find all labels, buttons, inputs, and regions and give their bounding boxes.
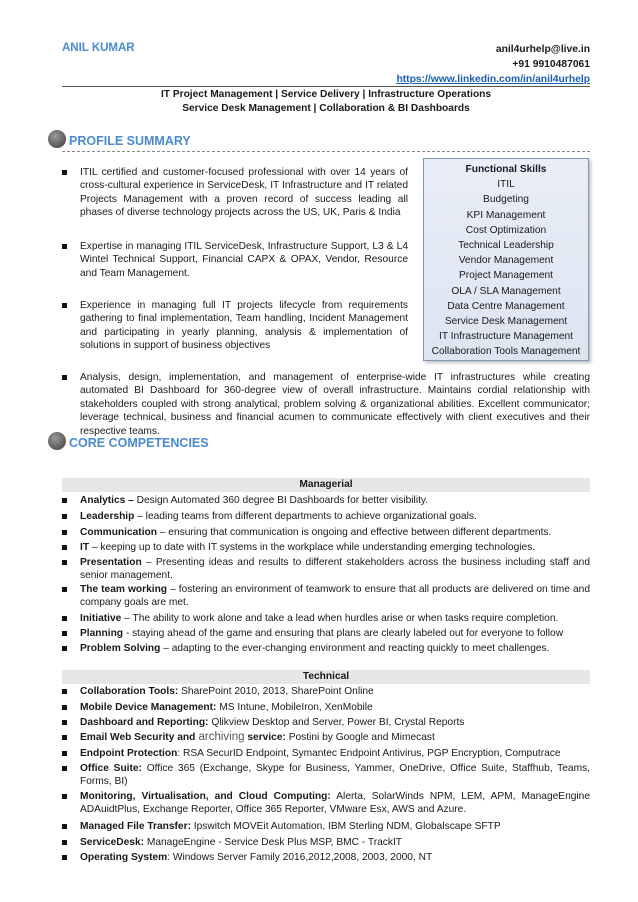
bullet-square-icon [62,375,67,380]
bullet-square-icon [62,735,67,740]
bullet-square-icon [62,689,67,694]
item-label: IT [80,542,90,553]
bullet-square-icon [62,616,67,621]
bullet-square-icon [62,530,67,535]
item-label: Collaboration Tools: [80,686,179,697]
bullet-square-icon [62,514,67,519]
bullet-square-icon [62,170,67,175]
item-label: Communication [80,527,157,538]
item-label: Analytics – [80,495,134,506]
item-label: Problem Solving [80,643,161,654]
item-label: Mobile Device Management: [80,702,217,713]
linkedin-link[interactable]: https://www.linkedin.com/in/anil4urhelp [396,74,590,85]
item-text: Alerta, SolarWinds NPM, LEM, APM, ManageEngine ADAuidtPlus, Exchange Reporter, Office 365 Reporter, VMware Esx, AWS and Azure. [80,791,590,816]
profile-summary-heading [48,130,191,148]
bullet-square-icon [62,545,67,550]
skill-item: Cost Optimization [465,224,547,236]
skill-item: Collaboration Tools Management [431,346,581,358]
item-label: Email Web Security and [80,732,196,743]
bullet-square-icon [62,646,67,651]
core-competencies-heading [48,432,209,450]
bullet-square-icon [62,244,67,249]
item-label: ServiceDesk: [80,837,145,848]
item-label: Operating System [80,852,168,863]
headline-line-1: IT Project Management | Service Delivery | Infrastructure Operations [160,89,492,100]
item-text: Ipswitch MOVEit Automation, IBM Sterling NDM, Globalscape SFTP [190,821,501,832]
bullet-text: Analysis, design, implementation, and management of enterprise-wide IT infrastructures while creating automated BI Dashboard for 360-degree view of overall infrastructure. Maintains cordial relationship with stakeholders coupled with strong analytical, problem solving & organizational abilities. Excellent communicator; leverage technical, business and financial acumen to communicate effectively with client executives and their respective teams. [80,372,590,437]
item-label: Managed File Transfer: [80,821,191,832]
item-text: – fostering an environment of teamwork to ensure that all products are delivered on time and company goals are met. [80,584,590,609]
item-text: : RSA SecurID Endpoint, Symantec Endpoint Antivirus, PGP Encryption, Computrace [177,748,561,759]
bullet-square-icon [62,720,67,725]
managerial-subheading: Managerial [62,478,590,492]
bullet-square-icon [62,303,67,308]
bullet-square-icon [62,498,67,503]
candidate-name: ANIL KUMAR [62,42,135,54]
bullet-square-icon [62,631,67,636]
technical-subheading: Technical [62,670,590,684]
header-rule [62,86,590,87]
headline [62,88,590,115]
item-gray-text: archiving [195,731,245,743]
skill-item: IT Infrastructure Management [438,331,573,343]
item-text: MS Intune, MobileIron, XenMobile [216,702,373,713]
section-divider [62,151,590,152]
item-label: Dashboard and Reporting: [80,717,209,728]
item-text: – adapting to the ever-changing environment and reacting quickly to meet challenges. [160,643,550,654]
section-title: CORE COMPETENCIES [69,435,209,450]
item-text: Office 365 (Exchange, Skype for Business, Yammer, OneDrive, Office Suite, Staffhub, Teams, Forms, BI) [80,763,590,788]
bullet-square-icon [62,824,67,829]
phone-text: +91 9910487061 [512,59,590,70]
skill-item: ITIL [497,179,515,191]
item-label: The team working [80,584,168,595]
email-text: anil4urhelp@live.in [495,44,590,55]
item-text: – ensuring that communication is ongoing and effective between different departments. [156,527,552,538]
item-text: – The ability to work alone and take a lead when hurdles arise or when tasks require completion. [121,613,559,624]
skill-item: Technical Leadership [458,240,554,252]
skill-item: Service Desk Management [444,316,568,328]
item-text: SharePoint 2010, 2013, SharePoint Online [178,686,374,697]
bullet-text: Experience in managing full IT projects lifecycle from requirements gathering to final implementation, Team handling, Incident Management and participating in yearly planning, analysis & implementation of solutions in support of business objectives [80,300,408,352]
bullet-square-icon [62,855,67,860]
bullet-text: Expertise in managing ITIL ServiceDesk, Infrastructure Support, L3 & L4 Wintel Technical Support, Financial CAPX & OPAX, Vendor, Resource and Team Management. [80,241,408,279]
skill-item: Vendor Management [458,255,554,267]
bullet-square-icon [62,794,67,799]
item-text: - staying ahead of the game and ensuring that plans are clearly labeled out for everyone to follow [123,628,564,639]
item-text: – Presenting ideas and results to different stakeholders across the business including staff and senior management. [80,557,590,582]
functional-skills-title: Functional Skills [465,164,547,175]
section-title: PROFILE SUMMARY [69,133,191,148]
bullet-square-icon [62,560,67,565]
skill-item: OLA / SLA Management [451,285,561,297]
item-text: ManageEngine - Service Desk Plus MSP, BMC - TrackIT [144,837,402,848]
item-text: Design Automated 360 degree BI Dashboards for better visibility. [133,495,429,506]
contact-block [396,42,590,87]
item-label: service: [244,732,286,743]
headline-line-2: Service Desk Management | Collaboration & BI Dashboards [182,102,470,114]
bullet-square-icon [62,766,67,771]
item-label: Leadership [80,511,135,522]
item-text: Qlikview Desktop and Server, Power BI, Crystal Reports [208,717,465,728]
functional-skills-box [423,158,589,361]
bullet-text: ITIL certified and customer-focused professional with over 14 years of cross-cultural experience in ServiceDesk, IT Infrastructure and IT related Projects Management with a proven record of success leading all phases of diverse technology projects across the US, UK, Paris & India [80,167,408,219]
profile-badge-icon [48,130,66,148]
item-text: – keeping up to date with IT systems in the workplace while understanding emerging technologies. [89,542,536,553]
item-label: Office Suite: [80,763,142,774]
skill-item: Budgeting [483,194,529,206]
item-text: – leading teams from different departments to achieve organizational goals. [134,511,477,522]
competencies-badge-icon [48,432,66,450]
item-label: Planning [80,628,124,639]
bullet-square-icon [62,705,67,710]
bullet-square-icon [62,840,67,845]
item-label: Initiative [80,613,122,624]
item-text: Postini by Google and Mimecast [285,732,435,743]
skill-item: KPI Management [466,209,546,221]
item-label: Presentation [80,557,142,568]
item-text: : Windows Server Family 2016,2012,2008, 2003, 2000, NT [167,852,433,863]
skill-item: Project Management [458,270,553,282]
bullet-square-icon [62,751,67,756]
item-label: Monitoring, Virtualisation, and Cloud Computing: [80,791,331,802]
bullet-square-icon [62,587,67,592]
item-label: Endpoint Protection [80,748,178,759]
skill-item: Data Centre Management [447,300,565,312]
